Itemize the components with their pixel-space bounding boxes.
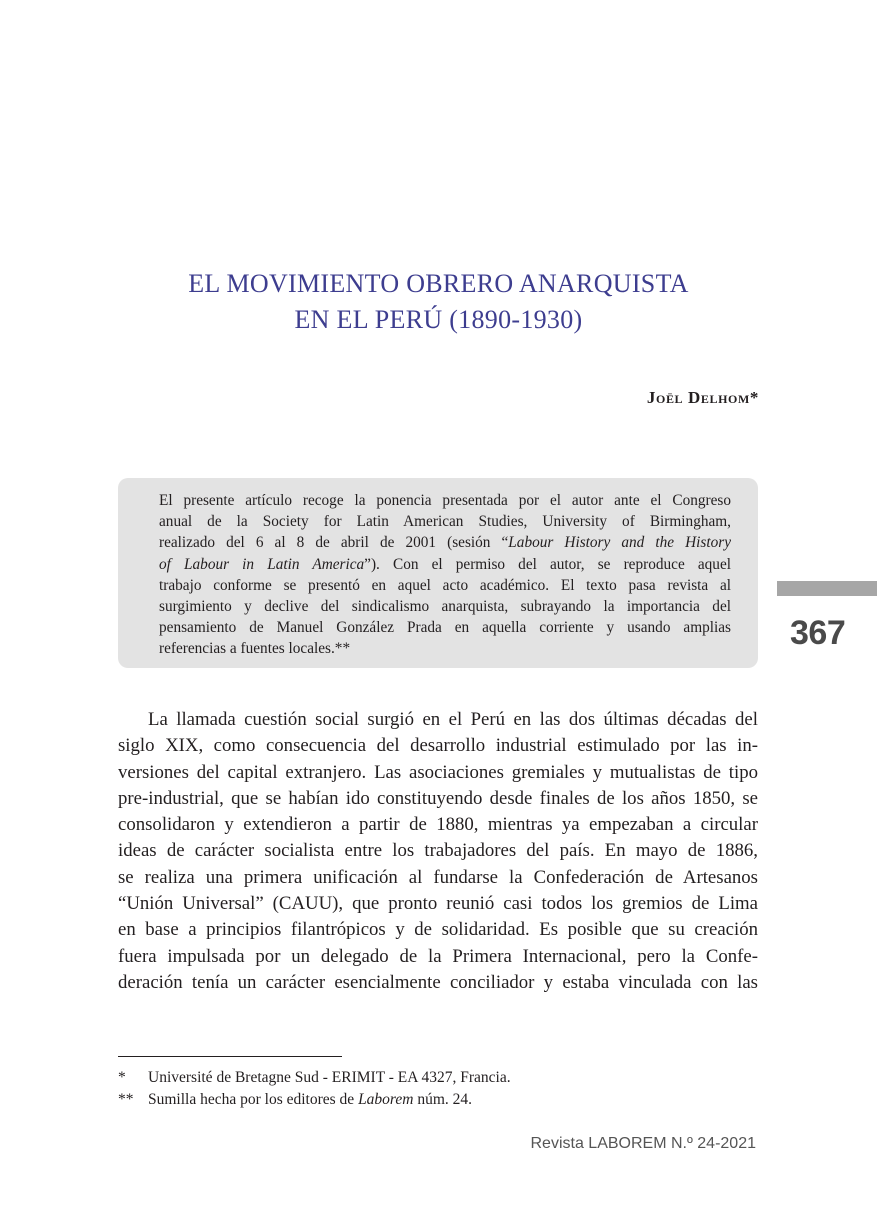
abstract-line-3 [159, 532, 731, 553]
author-name: Joël Delhom* [646, 388, 759, 407]
body-line: en base a principios filantrópicos y de solidaridad. Es posible que su creación [118, 919, 758, 941]
journal-footer: Revista LABOREM N.º 24-2021 [530, 1135, 756, 1152]
footnote-2-italic: Laborem [358, 1091, 414, 1108]
body-paragraph [118, 707, 758, 996]
footnote-1-mark: * [118, 1069, 126, 1086]
abstract-box [118, 478, 758, 668]
abstract-line-3-italic: Labour History and the History [508, 534, 731, 552]
abstract-line-4 [159, 554, 731, 575]
abstract-line-7: pensamiento de Manuel González Prada en aquella corriente y usando amplias [159, 619, 731, 637]
abstract-line-5: trabajo conforme se presentó en aquel acto académico. El texto pasa revista al [159, 576, 731, 594]
body-line: consolidaron y extendieron a partir de 1880, mientras ya empezaban a circular [118, 814, 758, 836]
footnote-2-pre: Sumilla hecha por los editores de [148, 1091, 359, 1108]
body-line: “Unión Universal” (CAUU), que pronto reunió casi todos los gremios de Lima [118, 893, 758, 915]
body-line: pre-industrial, que se habían ido constituyendo desde finales de los años 1850, se [118, 787, 758, 809]
page-number-bar [777, 581, 877, 596]
abstract-line-4-text: ”). Con el permiso del autor, se reproduce aquel [364, 555, 731, 573]
footnotes [118, 1067, 511, 1111]
footnote-2-text [148, 1089, 472, 1111]
abstract-line-4-italic: of Labour in Latin America [159, 555, 365, 573]
body-line: versiones del capital extranjero. Las asociaciones gremiales y mutualistas de tipo [118, 761, 758, 783]
footnote-2-mark: ** [118, 1091, 134, 1108]
article-title [0, 266, 877, 338]
footnote-2-post: núm. 24. [413, 1091, 473, 1108]
body-line: siglo XIX, como consecuencia del desarrollo industrial estimulado por las in- [118, 735, 758, 757]
body-line: La llamada cuestión social surgió en el Perú en las dos últimas décadas del [148, 709, 758, 730]
abstract-line-8: referencias a fuentes locales.** [159, 640, 351, 658]
abstract-line-1: El presente artículo recoge la ponencia presentada por el autor ante el Congreso [159, 492, 731, 509]
footnote-2 [118, 1089, 511, 1111]
body-line: fuera impulsada por un delegado de la Primera Internacional, pero la Confe- [118, 945, 758, 967]
abstract-line-6: surgimiento y declive del sindicalismo anarquista, subrayando la importancia del [159, 598, 731, 616]
abstract-line-2: anual de la Society for Latin American Studies, University of Birmingham, [159, 513, 731, 531]
footnote-1-text: Université de Bretagne Sud - ERIMIT - EA 4327, Francia. [148, 1069, 511, 1086]
body-line: ideas de carácter socialista entre los trabajadores del país. En mayo de 1886, [118, 840, 758, 862]
body-line: deración tenía un carácter esencialmente conciliador y estaba vinculada con las [118, 971, 758, 993]
footnote-1 [118, 1067, 511, 1089]
title-line-2: EN EL PERÚ (1890-1930) [294, 305, 583, 334]
footnote-rule [118, 1056, 342, 1057]
body-line: se realiza una primera unificación al fundarse la Confederación de Artesanos [118, 866, 758, 888]
title-line-1: EL MOVIMIENTO OBRERO ANARQUISTA [188, 269, 689, 298]
abstract-line-3-text: realizado del 6 al 8 de abril de 2001 (sesión “ [159, 534, 509, 552]
page-number: 367 [790, 614, 846, 652]
